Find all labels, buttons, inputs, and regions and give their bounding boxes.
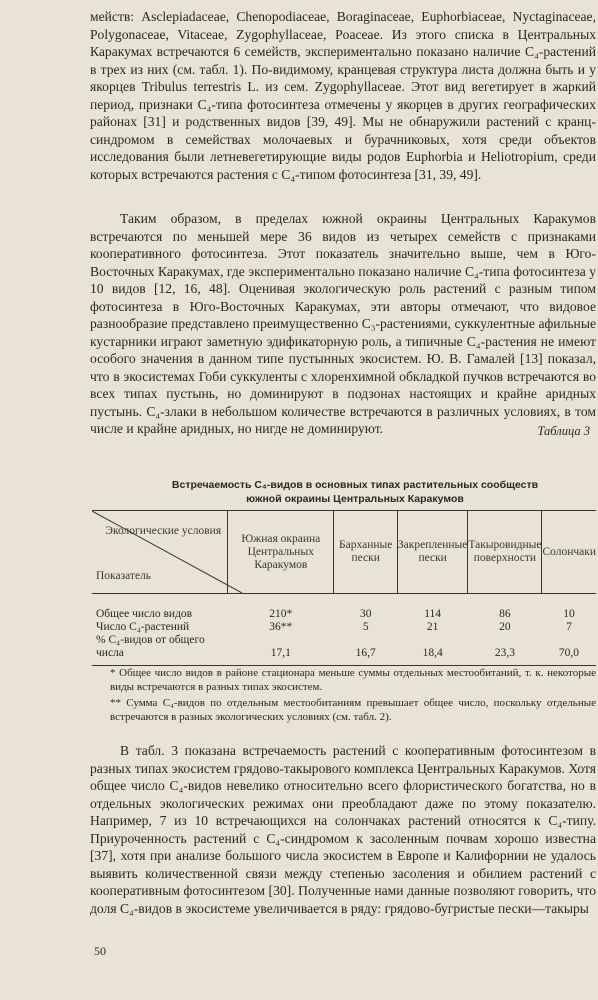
table-cell: 10: [563, 607, 575, 620]
corner-top-label: Экологические условия: [105, 525, 222, 537]
column-header-barkhan: Барханные пески: [334, 511, 397, 594]
paragraph-2: Таким образом, в пределах южной окраины Центральных Каракумов встречаются по меньшей мере 36 видов из четырех семейств с признаками кооперативного фотосинтеза. Этот показатель значительно выше, чем в Юго-Восточных Каракумах, где экспериментально показано наличие С₄-типа фотосинтеза у 10 видов [12, 16, 48]. Оценивая экологическую роль растений с разным типом фотосинтеза в Юго-Восточных Каракумах, эти авторы отмечают, что видовое разнообразие представлено преимущественно С₃-растениями, суккулентные афильные кустарники играют заметную эдификаторную роль, а типичные С₄-растения не имеют особого значения в данном типе пустынных экосистем. Ю. В. Гамалей [13] показал, что в экосистемах Гоби суккуленты с хлоренхимной обкладкой пучков встречаются во всех типах пустынь, но доминируют в подзонах настоящих и крайне аридных пустынь. С₄-злаки в небольшом количестве встречаются в различных условиях, в том числе и крайне аридных, но нигде не доминируют.: [90, 211, 596, 436]
data-table: [92, 510, 596, 666]
table-cell: 36**: [269, 620, 293, 633]
table-row: [92, 634, 596, 660]
table-header-row: [92, 511, 596, 594]
table-title: [120, 478, 590, 506]
table-cell: 86: [499, 607, 511, 620]
table-title-line-2: южной окраины Центральных Каракумов: [246, 493, 464, 505]
table-cell: 18,4: [422, 646, 443, 659]
footnote-2: ** Сумма С₄-видов по отдельным местообитаниям превышает общее число, поскольку отдельные встречаются в разных экологических условиях (см. табл. 2).: [110, 697, 596, 723]
column-header-south: Южная окраина Центральных Каракумов: [228, 511, 334, 594]
table-cell: 5: [362, 620, 369, 633]
row-label: Общее число видов: [96, 607, 193, 620]
table-cell: 210*: [269, 607, 293, 620]
column-header-fixed-sands: Закрепленные пески: [397, 511, 467, 594]
table-cell: 17,1: [270, 646, 291, 659]
table-cell: 20: [499, 620, 511, 633]
footnote-1: * Общее число видов в районе стационара меньше суммы отдельных местообитаний, т. к. некоторые виды встречаются в разных типах экосистем.: [110, 667, 596, 693]
table-corner-cell: [92, 511, 228, 594]
table-cell: 21: [426, 620, 439, 633]
row-label: Число С₄-растений: [96, 620, 190, 633]
table-label: Таблица 3: [537, 424, 590, 438]
paragraph-1: мейств: Asclepiadaceae, Chenopodiaceae, Boraginaceae, Euphorbiaceae, Nyctaginaceae, Polygonaceae, Vitaceae, Zygophyllaceae, Poaceae. Из этого списка в Центральных Каракумах встречаются 6 семейств, экспериментально показано наличие С₄-растений в трех из них (см. табл. 1). По-видимому, кранцевая структура листа должна быть и у якорцев Tribulus terrestris L. из сем. Zygophyllaceae. Этот вид вегетирует в жаркий период, признаки С₄-типа фотосинтеза отмечены у якорцев в других географических районах [31] и родственных видов [39, 49]. Мы не обнаружили растений с кранц-синдромом в семействах молочаевых и бурачниковых, хотя среди объектов исследования были летневегетирующие виды родов Euphorbia и Heliotropium, среди которых встречаются растения с С₄-типом фотосинтеза [31, 39, 49].: [90, 9, 596, 182]
table-row: [92, 608, 596, 621]
table-cell: 30: [359, 607, 372, 620]
table-cell: 16,7: [355, 646, 376, 659]
table-cell: 114: [424, 607, 442, 620]
table-cell: 7: [566, 620, 572, 633]
page-number: 50: [94, 944, 106, 958]
table-cell: 23,3: [494, 646, 515, 659]
table-cell: 70,0: [558, 646, 580, 659]
paragraph-3: В табл. 3 показана встречаемость растений с кооперативным фотосинтезом в разных типах экосистем грядово-такырового комплекса Центральных Каракумов. Хотя общее число С₄-видов невелико относительно всего флористического богатства, но в отдельных экологических режимах они преобладают даже по этому показателю. Например, 7 из 10 встречающихся на солончаках растений относятся к С₄-типу. Приуроченность растений с С₄-синдромом к засоленным почвам хорошо известна [37], хотя при анализе большого числа экосистем в Европе и Калифорнии не удалось выявить количественной связи между степенью засоления и обилием растений с кооперативным фотосинтезом [30]. Полученные нами данные позволяют говорить, что доля С₄-видов в экосистеме увеличивается в ряду: грядово-бугристые пески—такыры: [90, 743, 596, 916]
corner-bottom-label: Показатель: [96, 570, 152, 582]
table-title-line-1: Встречаемость С₄-видов в основных типах растительных сообществ: [171, 479, 539, 491]
column-header-takyr: Такыровидные поверхности: [468, 511, 542, 594]
table-row: [92, 621, 596, 634]
row-label: % С₄-видов от общего числа: [96, 633, 205, 659]
column-header-solonchak: Солончаки: [542, 511, 596, 594]
